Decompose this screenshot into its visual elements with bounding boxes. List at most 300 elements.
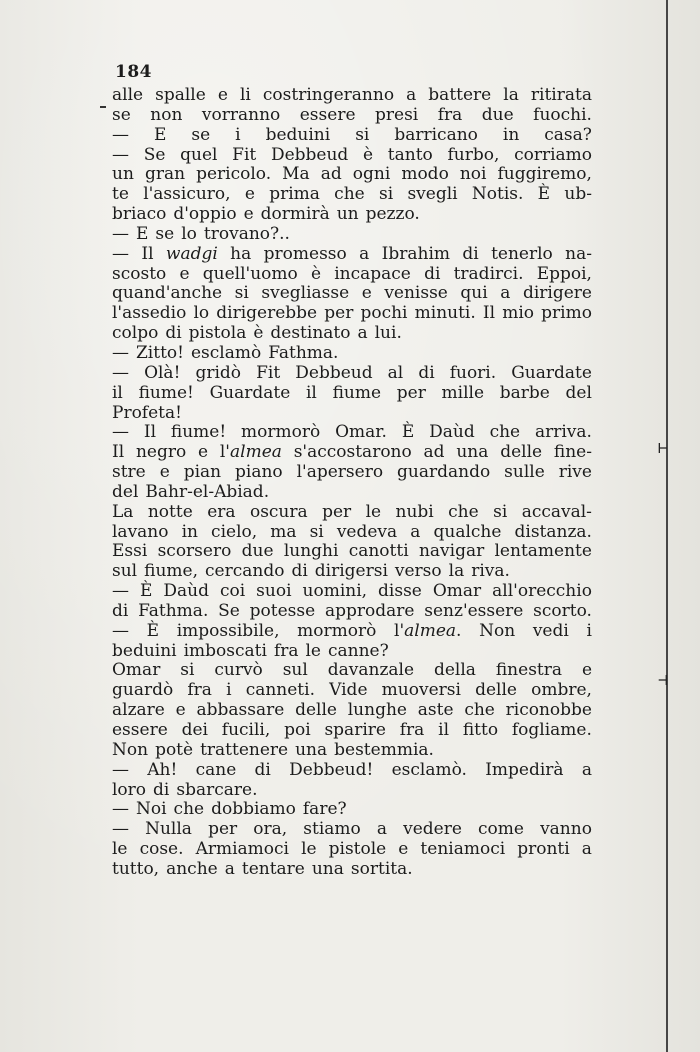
word: d'oppio xyxy=(173,204,237,225)
word: un xyxy=(336,204,359,225)
word: Guardate xyxy=(209,382,291,403)
word: di xyxy=(418,362,435,383)
word: guardò xyxy=(112,680,174,701)
word: le xyxy=(301,839,317,860)
word: beduini xyxy=(265,124,331,145)
word: Ibrahim xyxy=(381,243,451,264)
word: Zitto! xyxy=(136,342,184,363)
word: sulle xyxy=(504,462,545,483)
word: tradirci. xyxy=(453,263,524,284)
word: Omar xyxy=(112,660,161,681)
word: lunghi xyxy=(283,541,339,562)
word: il xyxy=(112,382,123,403)
word: ritirata xyxy=(530,85,592,105)
word: muoversi xyxy=(381,680,461,701)
word: essere xyxy=(299,104,356,125)
word: esclamò. xyxy=(391,759,467,780)
word: a xyxy=(581,759,592,780)
text-line xyxy=(112,721,592,741)
word: del xyxy=(112,481,139,502)
word: colpo xyxy=(112,323,159,344)
word: Daùd xyxy=(429,422,475,443)
word: E xyxy=(136,223,149,244)
text-line xyxy=(112,840,592,860)
word: scorsero xyxy=(157,541,232,562)
word: È xyxy=(537,184,551,205)
word: imboscati xyxy=(183,640,267,661)
word: vorranno xyxy=(201,104,281,125)
text-line xyxy=(112,245,592,265)
word: modo xyxy=(401,164,449,185)
word: a xyxy=(500,283,511,304)
margin-dash-mark xyxy=(100,106,106,108)
word: vanno xyxy=(540,819,592,840)
word: Bahr-el-Abiad. xyxy=(145,481,270,502)
word: davanzale xyxy=(327,660,415,681)
word: è xyxy=(253,323,264,344)
word: si xyxy=(355,124,370,145)
word: tutto, xyxy=(112,858,160,879)
word: un xyxy=(112,164,134,185)
word: piano xyxy=(235,462,283,483)
word: pochi xyxy=(360,303,408,324)
word: che xyxy=(173,799,205,820)
word: Impedirà xyxy=(485,759,564,780)
word: l'apersero xyxy=(296,462,384,483)
word: stiamo xyxy=(303,819,361,840)
word: li xyxy=(239,85,251,105)
word: Il xyxy=(112,442,125,463)
word: delle xyxy=(475,680,517,701)
word: della xyxy=(433,660,476,681)
word: Fit xyxy=(256,362,281,383)
word: il xyxy=(306,382,317,403)
word: le xyxy=(365,501,382,522)
word: qui xyxy=(460,283,488,304)
word: tenerlo xyxy=(491,243,553,264)
word: ub- xyxy=(564,184,592,205)
word: È xyxy=(146,620,160,641)
word: scosto xyxy=(112,263,167,284)
word: — xyxy=(112,124,129,145)
word: l'assicuro, xyxy=(143,184,231,205)
text-line xyxy=(112,582,592,602)
text-line xyxy=(112,384,592,404)
word: l'almea. xyxy=(394,620,462,641)
word: Se xyxy=(143,144,166,165)
word: notte xyxy=(147,501,193,522)
word: di xyxy=(462,243,479,264)
word: mormorò xyxy=(297,620,377,641)
word: fitto xyxy=(462,720,499,740)
word: Il xyxy=(482,303,496,324)
text-line xyxy=(112,463,592,483)
word: Daùd xyxy=(163,581,209,602)
text-line xyxy=(112,443,592,463)
word: quel xyxy=(180,144,218,165)
text-line xyxy=(112,324,592,344)
word: dirigerebbe xyxy=(216,303,318,324)
text-line xyxy=(112,741,592,761)
word: quand'anche xyxy=(112,283,223,304)
word: — xyxy=(112,342,129,363)
text-line xyxy=(112,503,592,523)
word: mille xyxy=(441,382,485,403)
word: a xyxy=(224,858,235,879)
word: È xyxy=(401,422,415,443)
word: e xyxy=(361,283,372,304)
word: fine- xyxy=(553,442,592,463)
word: due xyxy=(241,541,274,562)
word: sbarcare. xyxy=(176,779,258,800)
word: La xyxy=(112,501,134,522)
word: di xyxy=(165,323,182,344)
word: a xyxy=(357,323,368,344)
word: pistole xyxy=(328,839,387,860)
word: quell'uomo xyxy=(202,263,298,284)
text-line xyxy=(112,781,592,801)
word: — xyxy=(112,759,129,780)
text-line xyxy=(112,860,592,880)
text-line xyxy=(112,106,592,126)
word: presi xyxy=(375,104,419,125)
word: fra xyxy=(437,104,463,125)
text-line xyxy=(112,364,592,384)
word: l'almea xyxy=(219,442,282,463)
word: briaco xyxy=(112,204,167,225)
word: canne? xyxy=(328,640,389,661)
word: Vide xyxy=(329,680,368,701)
word: E xyxy=(153,124,167,145)
word: vedeva xyxy=(336,521,398,542)
word: in xyxy=(181,521,198,542)
word: se xyxy=(112,104,131,125)
word: vedi xyxy=(532,620,569,641)
word: Debbeud xyxy=(270,144,349,165)
word: cercando xyxy=(205,561,285,582)
word: coi xyxy=(219,581,246,602)
word: e xyxy=(198,442,209,463)
word: fiume, xyxy=(144,561,198,582)
word: dobbiamo xyxy=(211,799,296,820)
word: approdare xyxy=(324,600,415,621)
word: incapace xyxy=(334,263,411,284)
word: la xyxy=(448,561,465,582)
word: prima xyxy=(269,184,320,205)
word: È xyxy=(139,581,153,602)
word: pistola xyxy=(188,323,247,344)
word: Noi xyxy=(136,799,167,820)
word: pronti xyxy=(517,839,570,860)
word: i xyxy=(235,124,241,145)
word: l'assedio xyxy=(112,303,187,324)
word: fuggiremo, xyxy=(497,164,592,185)
edge-tick-mark: ⊢ xyxy=(658,438,668,457)
word: cielo, xyxy=(211,521,258,542)
word: Omar. xyxy=(335,422,387,443)
word: aste xyxy=(417,700,454,721)
page-edge-line xyxy=(666,0,668,1052)
text-line xyxy=(112,304,592,324)
word: noi xyxy=(459,164,487,185)
word: venisse xyxy=(384,283,448,304)
word: destinato xyxy=(270,323,351,344)
word: casa? xyxy=(544,124,592,145)
word: a xyxy=(376,819,387,840)
word: a xyxy=(581,839,592,860)
text-line xyxy=(112,523,592,543)
word: svegliasse xyxy=(261,283,350,304)
text-line xyxy=(112,284,592,304)
word: al xyxy=(387,362,404,383)
word: una xyxy=(311,858,344,879)
word: alle xyxy=(112,85,144,105)
word: primo xyxy=(541,303,592,324)
word: fiume xyxy=(332,382,382,403)
word: e xyxy=(243,204,254,225)
word: e xyxy=(159,462,170,483)
word: costringeranno xyxy=(262,85,395,105)
text-line xyxy=(112,642,592,662)
text-line xyxy=(112,800,592,820)
word: di xyxy=(291,561,308,582)
text-line xyxy=(112,562,592,582)
word: sul xyxy=(282,660,308,681)
word: rive xyxy=(558,462,592,483)
word: e xyxy=(244,184,255,205)
word: nubi xyxy=(395,501,434,522)
word: Fathma. xyxy=(268,342,339,363)
text-line xyxy=(112,165,592,185)
word: Ah! xyxy=(147,759,178,780)
word: cane xyxy=(195,759,237,780)
word: wadgi xyxy=(165,243,218,264)
text-line xyxy=(112,622,592,642)
word: non xyxy=(150,104,183,125)
word: negro xyxy=(135,442,187,463)
word: lentamente xyxy=(494,541,592,562)
word: lui. xyxy=(374,323,402,344)
word: riva. xyxy=(471,561,510,582)
text-line xyxy=(112,344,592,364)
word: na- xyxy=(565,243,592,264)
word: verso xyxy=(394,561,442,582)
word: dormirà xyxy=(260,204,330,225)
word: che xyxy=(464,700,495,721)
word: beduini xyxy=(112,640,177,661)
word: uomini, xyxy=(302,581,368,602)
word: fucili, xyxy=(221,720,271,740)
word: Se xyxy=(218,600,240,621)
word: s'accostarono xyxy=(293,442,412,463)
word: teniamoci xyxy=(420,839,506,860)
text-line xyxy=(112,225,592,245)
word: che xyxy=(334,184,365,205)
word: disse xyxy=(378,581,422,602)
word: Non xyxy=(112,739,149,760)
word: canneti. xyxy=(245,680,315,701)
word: essere xyxy=(112,720,168,740)
word: vedere xyxy=(403,819,462,840)
text-line xyxy=(112,423,592,443)
word: i xyxy=(586,620,592,641)
word: i xyxy=(226,680,232,701)
word: Il xyxy=(143,422,157,443)
word: fra xyxy=(273,640,299,661)
word: Notis. xyxy=(471,184,524,205)
word: Il xyxy=(141,243,154,264)
word: e xyxy=(398,839,409,860)
text-line xyxy=(112,146,592,166)
word: ad xyxy=(320,164,342,185)
word: Fit xyxy=(232,144,257,165)
word: tentare xyxy=(241,858,305,879)
word: riconobbe xyxy=(505,700,592,721)
word: curvò xyxy=(214,660,263,681)
text-line xyxy=(112,483,592,503)
text-line xyxy=(112,265,592,285)
word: promesso xyxy=(263,243,347,264)
word: si xyxy=(234,283,249,304)
word: gridò xyxy=(195,362,242,383)
word: Profeta! xyxy=(112,402,182,423)
word: delle xyxy=(500,442,543,463)
word: bestemmia. xyxy=(334,739,434,760)
word: barricano xyxy=(394,124,478,145)
word: Essi xyxy=(112,541,148,562)
word: le xyxy=(112,839,128,860)
word: se xyxy=(155,223,175,244)
word: che xyxy=(448,501,479,522)
word: esclamò xyxy=(190,342,262,363)
word: Armiamoci xyxy=(195,839,289,860)
word: abbassare xyxy=(196,700,285,721)
word: sparire xyxy=(324,720,386,740)
word: si xyxy=(493,501,508,522)
word: — xyxy=(112,620,129,641)
word: dirigere xyxy=(522,283,592,304)
word: del xyxy=(565,382,592,403)
body-text xyxy=(112,86,592,880)
word: scorto. xyxy=(533,600,592,621)
word: il xyxy=(438,720,450,740)
word: a xyxy=(410,521,421,542)
word: dei xyxy=(181,720,208,740)
word: cose. xyxy=(139,839,184,860)
word: ha xyxy=(230,243,252,264)
word: fiume! xyxy=(138,382,194,403)
word: finestra xyxy=(495,660,563,681)
word: Olà! xyxy=(144,362,181,383)
word: qualche xyxy=(433,521,502,542)
word: fiume! xyxy=(170,422,227,443)
word: poi xyxy=(284,720,311,740)
word: se xyxy=(191,124,211,145)
page-number: 184 xyxy=(115,62,152,82)
word: Ma xyxy=(282,164,310,185)
word: lo xyxy=(181,223,197,244)
text-line xyxy=(112,86,592,106)
word: di xyxy=(424,263,441,284)
word: potè xyxy=(155,739,194,760)
word: — xyxy=(112,223,129,244)
word: sortita. xyxy=(350,858,413,879)
word: fra xyxy=(187,680,212,701)
word: trattenere xyxy=(200,739,289,760)
word: a xyxy=(406,85,417,105)
word: Eppoi, xyxy=(536,263,592,284)
word: era xyxy=(207,501,236,522)
word: te xyxy=(112,184,129,205)
word: — xyxy=(112,581,129,602)
word: è xyxy=(310,263,321,284)
word: guardando xyxy=(397,462,491,483)
word: oscura xyxy=(249,501,308,522)
text-line xyxy=(112,126,592,146)
word: distanza. xyxy=(514,521,592,542)
word: le xyxy=(305,640,321,661)
word: gran xyxy=(144,164,186,185)
word: Fathma. xyxy=(138,600,209,621)
word: due xyxy=(481,104,514,125)
word: Omar xyxy=(432,581,482,602)
word: e xyxy=(175,700,186,721)
word: pericolo. xyxy=(196,164,272,185)
text-line xyxy=(112,542,592,562)
word: di xyxy=(254,759,271,780)
text-line xyxy=(112,602,592,622)
word: stre xyxy=(112,462,146,483)
word: una xyxy=(295,739,328,760)
word: mio xyxy=(502,303,535,324)
word: — xyxy=(112,819,129,840)
word: si xyxy=(378,184,394,205)
word: che xyxy=(489,422,521,443)
word: fare? xyxy=(302,799,347,820)
word: fuori. xyxy=(449,362,497,383)
word: svegli xyxy=(407,184,458,205)
text-line xyxy=(112,681,592,701)
word: ma xyxy=(270,521,297,542)
word: per xyxy=(396,382,426,403)
word: loro xyxy=(112,779,147,800)
word: e xyxy=(179,263,190,284)
word: si xyxy=(309,521,324,542)
text-line xyxy=(112,820,592,840)
word: — xyxy=(112,362,129,383)
word: in xyxy=(502,124,520,145)
word: minuti. xyxy=(414,303,476,324)
word: di xyxy=(153,779,170,800)
word: e xyxy=(217,85,228,105)
word: canotti xyxy=(348,541,409,562)
word: e xyxy=(581,660,592,681)
word: come xyxy=(478,819,524,840)
word: per xyxy=(208,819,238,840)
word: ogni xyxy=(352,164,391,185)
word: fuochi. xyxy=(533,104,592,125)
word: fogliame. xyxy=(511,720,592,740)
word: all'orecchio xyxy=(492,581,592,602)
word: delle xyxy=(295,700,337,721)
word: Nulla xyxy=(145,819,192,840)
text-line xyxy=(112,701,592,721)
word: la xyxy=(503,85,519,105)
word: dirigersi xyxy=(314,561,388,582)
word: sul xyxy=(112,561,138,582)
word: Debbeud! xyxy=(289,759,374,780)
edge-tick-mark: ⊣ xyxy=(658,670,668,689)
